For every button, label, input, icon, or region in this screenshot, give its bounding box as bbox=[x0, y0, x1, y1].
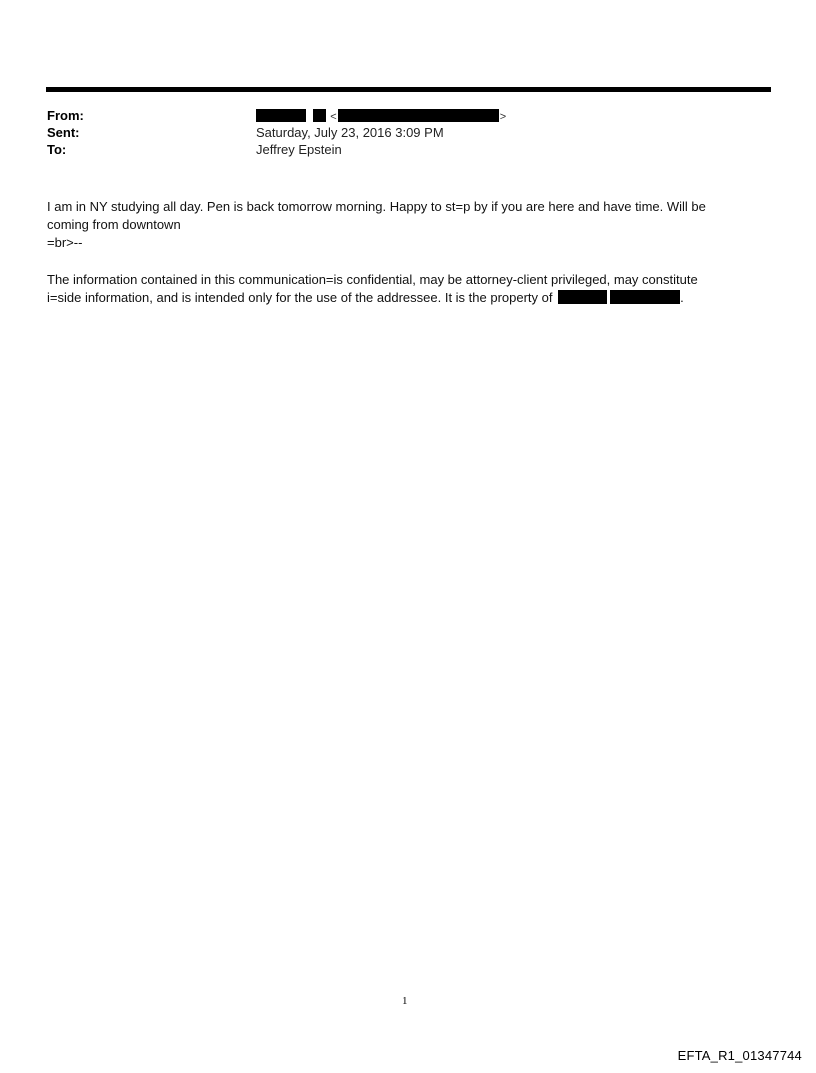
from-label: From: bbox=[47, 108, 84, 123]
body-line: coming from downtown bbox=[47, 217, 181, 232]
sent-label: Sent: bbox=[47, 125, 80, 140]
notice-line-text: i=side information, and is intended only for the use of the addressee. It is the property of bbox=[47, 290, 553, 305]
to-label: To: bbox=[47, 142, 67, 157]
notice-line: The information contained in this communication=is confidential, may be attorney-client privileged, may constitute bbox=[47, 272, 698, 287]
email-close-bracket: > bbox=[499, 111, 507, 123]
notice-line bbox=[47, 289, 767, 307]
bates-number: EFTA_R1_01347744 bbox=[677, 1048, 802, 1063]
body-line: I am in NY studying all day. Pen is back tomorrow morning. Happy to st=p by if you are here and have time. Will be bbox=[47, 199, 706, 214]
notice-period: . bbox=[680, 290, 684, 305]
redaction-block bbox=[558, 290, 607, 304]
confidentiality-notice bbox=[47, 271, 767, 307]
header-rule bbox=[46, 87, 771, 92]
sent-value: Saturday, July 23, 2016 3:09 PM bbox=[256, 125, 444, 140]
redaction-block bbox=[338, 109, 499, 122]
redaction-block bbox=[256, 109, 306, 122]
redaction-block bbox=[313, 109, 326, 122]
email-open-bracket: < bbox=[330, 111, 337, 123]
message-body bbox=[47, 198, 767, 252]
page-number: 1 bbox=[402, 995, 408, 1007]
to-value: Jeffrey Epstein bbox=[256, 142, 342, 157]
redaction-block bbox=[610, 290, 680, 304]
body-line: =br>-- bbox=[47, 235, 83, 250]
